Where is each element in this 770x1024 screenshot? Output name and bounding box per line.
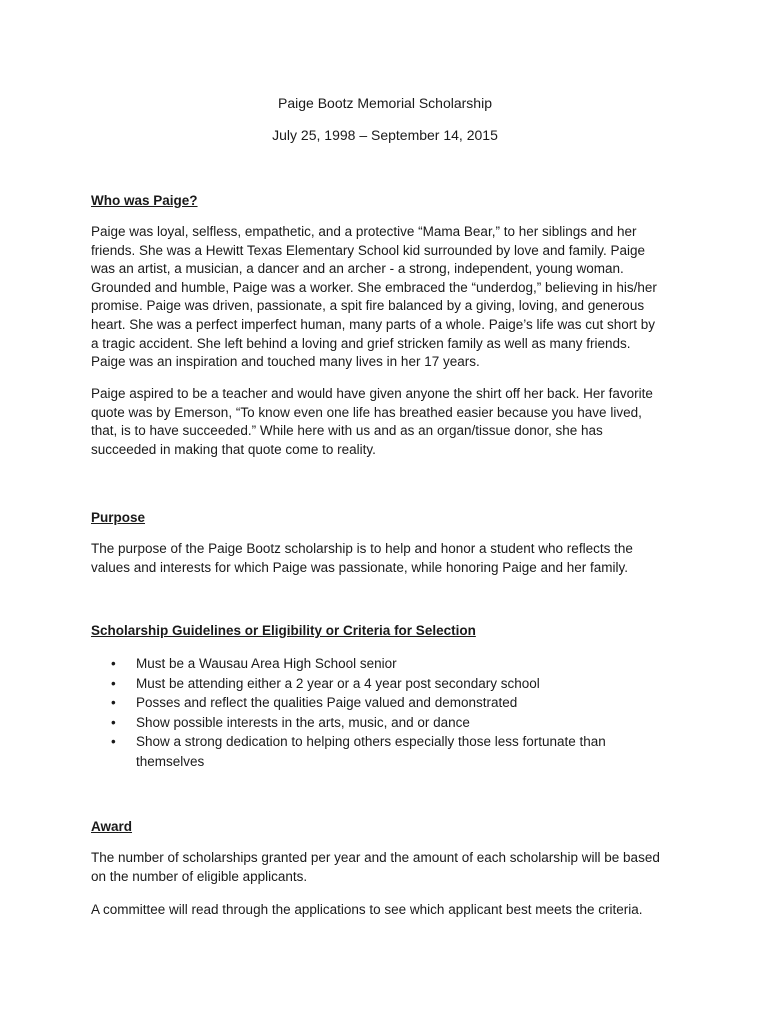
text-line: Paige was loyal, selfless, empathetic, and a protective “Mama Bear,” to her siblings and her xyxy=(91,224,637,239)
text-line: values and interests for which Paige was passionate, while honoring Paige and her family. xyxy=(91,559,629,575)
list-item-text: Must be a Wausau Area High School senior xyxy=(136,656,397,671)
award-heading: Award xyxy=(91,819,133,834)
who-paragraph-1 xyxy=(91,223,691,372)
text-line: that, is to have succeeded.” While here with us and as an organ/tissue donor, she has xyxy=(91,423,603,439)
list-item xyxy=(111,713,606,733)
bullet-icon: • xyxy=(111,714,116,730)
purpose-heading: Purpose xyxy=(91,510,146,525)
list-item-text: Show possible interests in the arts, music, and or dance xyxy=(136,714,470,730)
list-item xyxy=(111,732,606,771)
bullet-icon: • xyxy=(111,656,116,671)
award-paragraph-1 xyxy=(91,849,691,886)
bullet-icon: • xyxy=(111,675,116,691)
who-heading: Who was Paige? xyxy=(91,193,198,208)
text-line: Grounded and humble, Paige was a worker. She embraced the “underdog,” believing in his/her xyxy=(91,279,657,295)
award-paragraph-2 xyxy=(91,901,691,920)
text-line: Paige was an inspiration and touched many lives in her 17 years. xyxy=(91,354,480,370)
list-item xyxy=(111,654,606,674)
text-line: A committee will read through the applications to see which applicant best meets the criteria. xyxy=(91,902,643,917)
text-line: friends. She was a Hewitt Texas Elementary School kid surrounded by love and family. Paige xyxy=(91,242,646,258)
guidelines-heading: Scholarship Guidelines or Eligibility or Criteria for Selection xyxy=(91,623,476,638)
list-item xyxy=(111,693,606,713)
purpose-paragraph xyxy=(91,540,691,577)
guidelines-list xyxy=(111,654,606,772)
text-line: The purpose of the Paige Bootz scholarship is to help and honor a student who reflects the xyxy=(91,541,633,556)
text-line: was an artist, a musician, a dancer and an archer - a strong, independent, young woman. xyxy=(91,261,624,277)
list-item-text: themselves xyxy=(136,753,205,769)
list-item-text: Posses and reflect the qualities Paige valued and demonstrated xyxy=(136,695,518,711)
document-dates: July 25, 1998 – September 14, 2015 xyxy=(272,127,498,143)
text-line: promise. Paige was driven, passionate, a spit fire balanced by a giving, loving, and generous xyxy=(91,298,645,314)
list-item xyxy=(111,674,606,694)
text-line: a tragic accident. She left behind a loving and grief stricken family as well as many friends. xyxy=(91,335,631,351)
text-line: succeeded in making that quote come to reality. xyxy=(91,441,376,457)
bullet-icon: • xyxy=(111,695,116,711)
list-item-text: Must be attending either a 2 year or a 4 year post secondary school xyxy=(136,675,540,691)
text-line: heart. She was a perfect imperfect human, many parts of a whole. Paige’s life was cut short by xyxy=(91,316,656,332)
text-line: quote was by Emerson, “To know even one life has breathed easier because you have lived, xyxy=(91,404,642,420)
list-item-text: Show a strong dedication to helping others especially those less fortunate than xyxy=(136,734,606,750)
document-title: Paige Bootz Memorial Scholarship xyxy=(278,95,492,111)
text-line: on the number of eligible applicants. xyxy=(91,868,308,884)
text-line: The number of scholarships granted per year and the amount of each scholarship will be based xyxy=(91,850,660,865)
who-paragraph-2 xyxy=(91,385,691,459)
text-line: Paige aspired to be a teacher and would have given anyone the shirt off her back. Her favorite xyxy=(91,386,653,401)
bullet-icon: • xyxy=(111,734,116,750)
